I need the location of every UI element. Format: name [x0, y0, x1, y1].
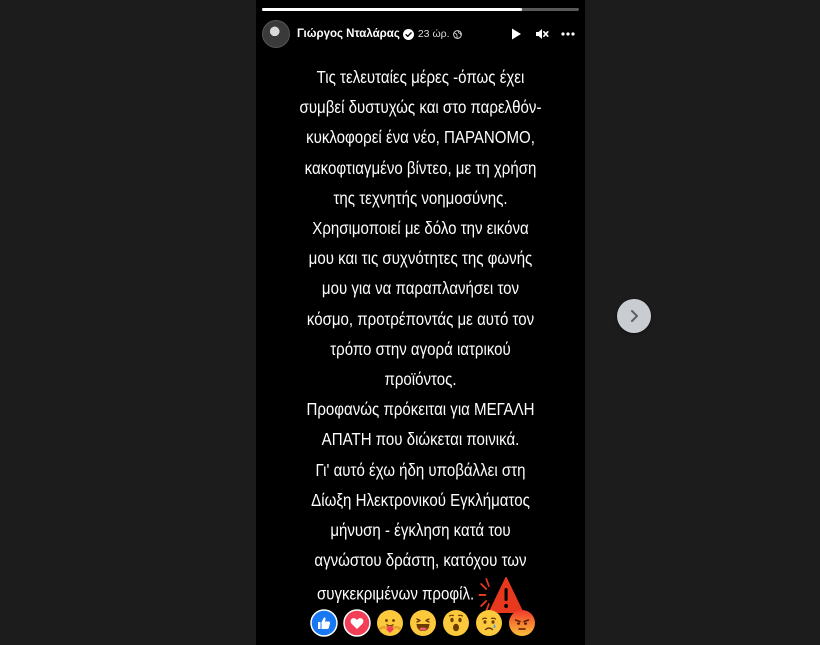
- story-text-line: μου για να παραπλανήσει τον: [321, 278, 520, 299]
- angry-reaction-icon: [508, 609, 536, 637]
- story-text-line: κυκλοφορεί ένα νέο, ΠΑΡΑΝΟΜΟ,: [306, 127, 535, 148]
- reaction-haha-button[interactable]: [409, 609, 437, 637]
- post-time: 23 ώρ.: [417, 28, 450, 40]
- story-text-line: κόσμο, προτρέποντάς με αυτό τον: [306, 308, 535, 329]
- reaction-angry-button[interactable]: [508, 609, 536, 637]
- care-reaction-icon: [376, 609, 404, 637]
- story-text-line: προϊόντος.: [384, 369, 457, 390]
- love-reaction-icon: [343, 609, 371, 637]
- story-progress-bar: [262, 8, 579, 11]
- avatar[interactable]: [262, 20, 290, 48]
- story-text-line: μήνυση - έγκληση κατά του: [330, 520, 511, 541]
- reaction-like-button[interactable]: [310, 609, 338, 637]
- wow-reaction-icon: [442, 609, 470, 637]
- story-controls: [509, 27, 579, 41]
- reaction-sad-button[interactable]: [475, 609, 503, 637]
- next-story-button[interactable]: [617, 299, 651, 333]
- story-text-line: Χρησιμοποιεί με δόλο την εικόνα: [312, 218, 529, 239]
- play-icon[interactable]: [509, 27, 523, 41]
- story-text-line: κακοφτιαγμένο βίντεο, με τη χρήση: [304, 157, 537, 178]
- reaction-bar: [310, 609, 536, 637]
- story-text-line: Προφανώς πρόκειται για ΜΕΓΑΛΗ: [306, 399, 535, 420]
- reaction-wow-button[interactable]: [442, 609, 470, 637]
- haha-reaction-icon: [409, 609, 437, 637]
- story-text-line: μου και τις συχνότητες της φωνής: [308, 248, 533, 269]
- volume-muted-icon[interactable]: [535, 27, 549, 41]
- story-text-line: της τεχνητής νοημοσύνης.: [333, 187, 508, 208]
- story-text-line: τρόπο στην αγορά ιατρικού: [330, 338, 511, 359]
- like-reaction-icon: [310, 609, 338, 637]
- reaction-love-button[interactable]: [343, 609, 371, 637]
- story-viewer: [256, 0, 585, 645]
- story-text: [279, 62, 562, 615]
- more-options-icon[interactable]: [561, 27, 575, 41]
- story-text-line: Δίωξη Ηλεκτρονικού Εγκλήματος: [311, 489, 530, 510]
- story-header: [262, 20, 579, 48]
- chevron-right-icon: [626, 308, 642, 324]
- story-text-line: ΑΠΑΤΗ που διώκεται ποινικά.: [321, 429, 520, 450]
- reaction-care-button[interactable]: [376, 609, 404, 637]
- verified-badge-icon: [403, 29, 414, 40]
- story-text-line: αγνώστου δράστη, κατόχου των: [314, 550, 527, 571]
- author-name[interactable]: Γιώργος Νταλάρας: [297, 28, 400, 40]
- story-text-line: συμβεί δυστυχώς και στο παρελθόν-: [299, 97, 542, 118]
- story-progress-fill: [262, 8, 522, 11]
- story-text-line: Τις τελευταίες μέρες -όπως έχει: [316, 67, 525, 87]
- globe-icon: [453, 30, 462, 39]
- story-text-line: συγκεκριμένων προφίλ.: [279, 575, 562, 615]
- sad-reaction-icon: [475, 609, 503, 637]
- story-text-line: Γι' αυτό έχω ήδη υποβάλλει στη: [315, 459, 526, 480]
